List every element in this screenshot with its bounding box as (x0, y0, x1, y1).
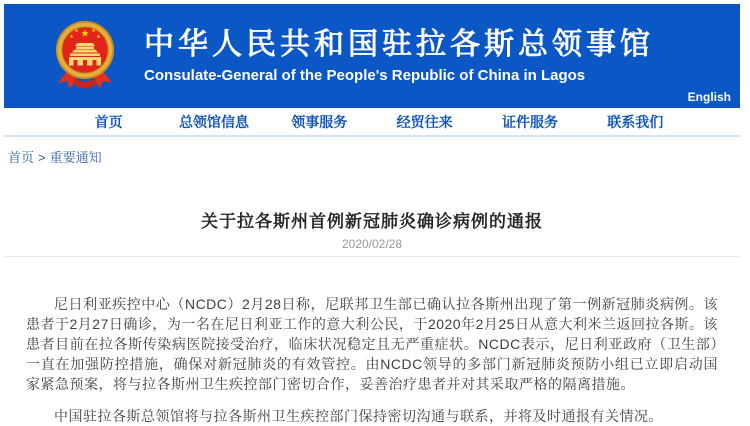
nav-item-consular-services[interactable]: 领事服务 (291, 113, 348, 130)
site-titles (144, 28, 654, 84)
china-national-emblem-icon (55, 17, 115, 91)
article (4, 211, 740, 426)
breadcrumb-separator: > (38, 150, 46, 165)
nav-item-document-services[interactable]: 证件服务 (501, 113, 558, 130)
nav-item-contact-us[interactable]: 联系我们 (607, 113, 664, 130)
page (4, 4, 740, 426)
nav-item-consulate-info[interactable]: 总领馆信息 (178, 113, 249, 130)
main-nav (4, 108, 740, 137)
nav-item-home[interactable]: 首页 (94, 113, 123, 130)
nav-item-economic-trade[interactable]: 经贸往来 (396, 113, 453, 130)
breadcrumb-current-link[interactable]: 重要通知 (49, 150, 102, 165)
article-date: 2020/02/28 (341, 237, 403, 251)
breadcrumb (4, 150, 740, 166)
breadcrumb-home-link[interactable]: 首页 (8, 150, 35, 165)
article-title: 关于拉各斯州首例新冠肺炎确诊病例的通报 (201, 212, 543, 231)
article-paragraph-2: 中国驻拉各斯总领馆将与拉各斯州卫生疾控部门保持密切沟通与联系，并将及时通报有关情况。 (54, 408, 663, 424)
site-title-english: Consulate-General of the People's Republic of China in Lagos (144, 67, 586, 84)
date-divider (4, 256, 740, 257)
article-paragraph-1: 尼日利亚疾控中心（NCDC）2月28日称，尼联邦卫生部已确认拉各斯州出现了第一例新冠肺炎病例。该患者于2月27日确诊，为一名在尼日利亚工作的意大利公民，于2020年2月25日从意大利米兰返回拉各斯。该患者目前在拉各斯传染病医院接受治疗，临床状况稳定且无严重症状。NCDC表示，尼日利亚政府（卫生部）一直在加强防控措施，确保对新冠肺炎的有效管控。由NCDC领导的多部门新冠肺炎预防小组已立即启动国家紧急预案，将与拉各斯州卫生疾控部门密切合作，妥善治疗患者并对其采取严格的隔离措施。 (26, 296, 718, 392)
english-language-link[interactable]: English (687, 90, 731, 104)
site-title-chinese: 中华人民共和国驻拉各斯总领事馆 (144, 28, 654, 61)
site-header (4, 4, 740, 108)
